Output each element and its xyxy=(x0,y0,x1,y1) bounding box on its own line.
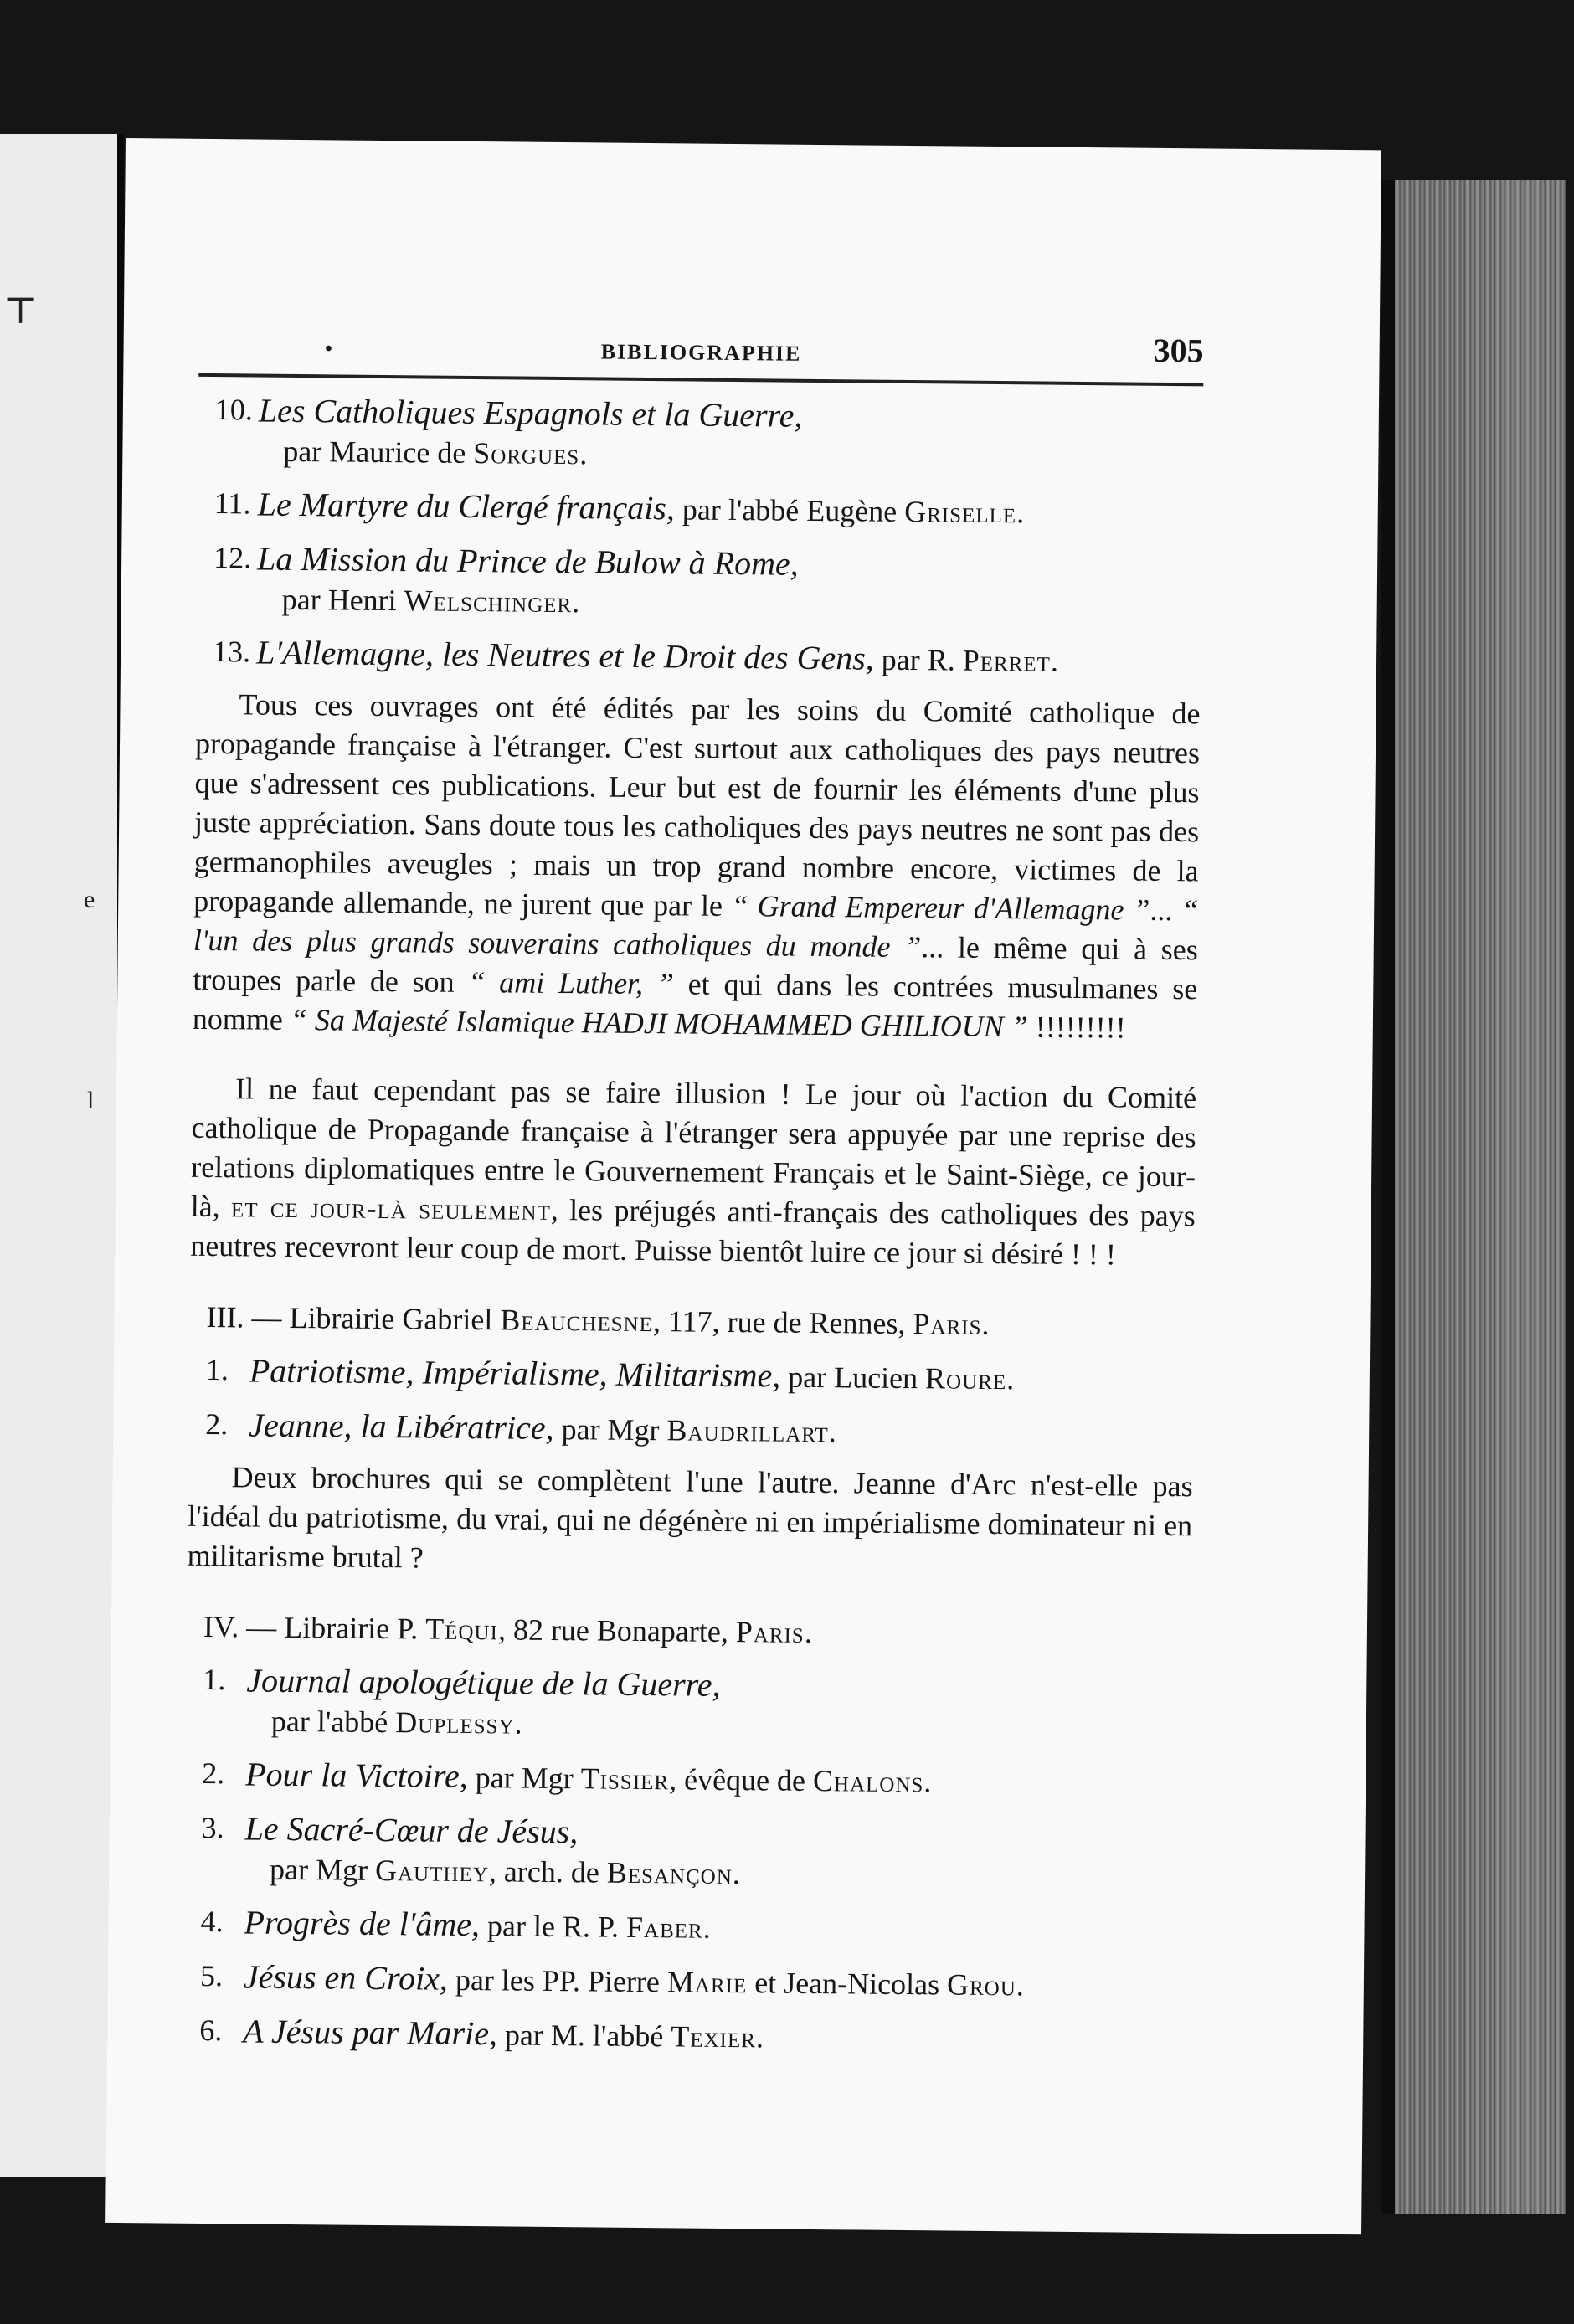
byline-end: . xyxy=(1050,644,1059,678)
item-number: 6. xyxy=(199,2013,223,2048)
byline-prefix: par l'abbé xyxy=(270,1704,388,1740)
head-ornament: • xyxy=(324,336,333,362)
book-title: Le Sacré-Cœur de Jésus, xyxy=(244,1809,579,1851)
book-title: Progrès de l'âme, xyxy=(244,1903,481,1944)
book-title: Les Catholiques Espagnols et la Guerre, xyxy=(258,391,803,434)
facing-page-ornament: ⊤ xyxy=(3,290,39,332)
book-title: Jeanne, la Libératrice, xyxy=(249,1406,554,1447)
heading-end: . xyxy=(804,1615,813,1649)
list-item xyxy=(185,1754,1190,1805)
byline-prefix: par Maurice de xyxy=(283,434,466,470)
byline xyxy=(244,1849,1189,1898)
byline-middle: , évêque de xyxy=(668,1762,806,1797)
text-run: et qui dans les contrées musulmanes se nomme xyxy=(192,967,1198,1036)
author-name: Tissier xyxy=(580,1761,670,1797)
paragraph xyxy=(190,1069,1196,1276)
byline xyxy=(256,580,1201,629)
book-page xyxy=(105,138,1381,2234)
publisher-address: , 117, rue de Rennes, xyxy=(652,1304,906,1341)
byline-prefix: par R. xyxy=(881,642,955,677)
author-name: Griselle xyxy=(904,494,1017,530)
text-run: ... xyxy=(1150,892,1173,928)
author-name: Grou xyxy=(946,1967,1017,2003)
publisher-city: Paris xyxy=(913,1307,982,1341)
author-name: Welschinger xyxy=(404,584,573,620)
byline xyxy=(258,432,1202,481)
list-item xyxy=(188,1405,1193,1456)
item-number: 13. xyxy=(212,635,251,669)
byline-end: . xyxy=(755,2020,764,2054)
publisher-name: Beauchesne xyxy=(500,1303,654,1339)
byline-prefix: par Lucien xyxy=(788,1360,918,1396)
book-title: L'Allemagne, les Neutres et le Droit des Gens, xyxy=(255,633,874,677)
page-number: 305 xyxy=(1153,331,1204,370)
author-name: Roure xyxy=(924,1361,1007,1396)
page-content xyxy=(183,323,1204,2061)
book-title: Patriotisme, Impérialisme, Militarisme, xyxy=(249,1351,781,1395)
byline-end: . xyxy=(923,1765,932,1799)
paragraph: Deux brochures qui se complètent l'une l'autre. Jeanne d'Arc n'est-elle pas l'idéal du patriotisme, du vrai, qui ne dégénère ni en impérialisme dominateur ni en militarisme brutal ? xyxy=(187,1460,1193,1575)
text-run: , les préjugés anti-français des catholiques des pays neutres recevront leur coup de mort. Puisse bientôt luire ce jour si désiré ! ! ! xyxy=(190,1192,1196,1272)
item-number: 4. xyxy=(200,1904,224,1939)
author-name: Besançon xyxy=(606,1855,733,1891)
item-number: 1. xyxy=(205,1352,229,1387)
book-title: Jésus en Croix, xyxy=(243,1957,449,1998)
byline-end: . xyxy=(571,585,580,620)
list-item xyxy=(183,1902,1188,1953)
running-head xyxy=(198,323,1204,387)
item-number: 5. xyxy=(199,1958,224,1993)
publisher-name: Téqui xyxy=(425,1612,499,1647)
byline-end: . xyxy=(1006,1362,1015,1396)
heading-end: . xyxy=(981,1307,990,1341)
list-item xyxy=(189,1350,1194,1401)
facing-page-fragment: e xyxy=(84,886,95,913)
author-name: Marie xyxy=(666,1965,748,2000)
book-title: La Mission du Prince de Bulow à Rome, xyxy=(256,539,799,583)
publisher-address: , 82 rue Bonaparte, xyxy=(497,1612,729,1648)
section-heading xyxy=(189,1298,1194,1347)
item-number: 3. xyxy=(201,1810,224,1845)
section-label: III. — Librairie Gabriel xyxy=(206,1299,493,1337)
byline-end: . xyxy=(579,437,588,471)
text-run: Il ne faut cependant pas se faire illusion ! Le jour où l'action du Comité catholique de Propagande française à l'étranger sera appuyée par une reprise des relations diplomatiques entre le Gouvernement Français et le Saint-Siège, ce jour-là, xyxy=(190,1072,1197,1224)
byline-end: . xyxy=(702,1910,711,1945)
quotation: “ ami Luther, ” xyxy=(468,964,675,1001)
book-title: Journal apologétique de la Guerre, xyxy=(246,1661,721,1704)
byline xyxy=(246,1701,1191,1750)
quotation: “ Sa Majesté Islamique HADJI MOHAMMED GHILIOUN ” xyxy=(290,1002,1028,1044)
item-number: 2. xyxy=(202,1756,225,1791)
item-number: 1. xyxy=(203,1662,226,1697)
quotation: “ Grand Empereur d'Allemagne ” xyxy=(731,888,1150,927)
byline-end: . xyxy=(1016,496,1025,530)
item-number: 2. xyxy=(205,1406,229,1442)
byline-prefix: par Mgr xyxy=(475,1761,574,1796)
section-heading xyxy=(187,1607,1191,1657)
item-number: 10. xyxy=(214,393,254,427)
byline-prefix: par Mgr xyxy=(561,1412,660,1447)
section-label: IV. — Librairie P. xyxy=(203,1609,419,1646)
text-run: !!!!!!!!! xyxy=(1035,1010,1126,1045)
list-item xyxy=(184,1808,1190,1899)
running-head-title: BIBLIOGRAPHIE xyxy=(600,339,802,366)
item-number: 12. xyxy=(213,541,252,575)
byline-end: . xyxy=(732,1857,741,1891)
list-item xyxy=(186,1660,1191,1751)
item-number: 11. xyxy=(213,486,251,521)
byline-middle: et Jean-Nicolas xyxy=(754,1966,940,2002)
emphasis: et ce jour-là seulement xyxy=(230,1190,552,1226)
list-item xyxy=(196,632,1201,683)
list-item xyxy=(183,1956,1188,2008)
byline-prefix: par Henri xyxy=(281,582,397,618)
author-name: Texier xyxy=(671,2019,757,2054)
byline-prefix: par Mgr xyxy=(269,1852,368,1887)
byline-prefix: par M. l'abbé xyxy=(504,2018,664,2054)
book-title: A Jésus par Marie, xyxy=(243,2012,498,2053)
book-title: Le Martyre du Clergé français, xyxy=(257,485,676,527)
byline-prefix: par les PP. Pierre xyxy=(455,1962,661,1999)
list-item xyxy=(198,484,1202,535)
author-name: Faber xyxy=(625,1910,703,1945)
paragraph xyxy=(193,685,1201,1048)
author-name: Baudrillart xyxy=(666,1413,829,1449)
book-title: Pour la Victoire, xyxy=(245,1755,468,1796)
byline-prefix: par le R. P. xyxy=(486,1909,620,1944)
author-name: Perret xyxy=(962,643,1052,678)
byline-end: . xyxy=(514,1706,522,1740)
author-name: Chalons xyxy=(812,1763,924,1799)
byline-end: . xyxy=(828,1415,836,1449)
byline-prefix: par l'abbé Eugène xyxy=(682,492,898,528)
list-item xyxy=(183,2011,1187,2062)
facing-page-edge xyxy=(0,134,124,2177)
byline-end: . xyxy=(1016,1968,1025,2003)
author-name: Duplessy xyxy=(395,1705,515,1740)
text-run: ... le même qui à ses troupes parle de son xyxy=(193,930,1198,999)
list-item xyxy=(198,390,1203,481)
quotation: “ l'un des plus grands souverains catholiques du monde ” xyxy=(193,893,1199,964)
publisher-city: Paris xyxy=(735,1615,805,1649)
author-name: Sorgues xyxy=(473,436,580,471)
list-item xyxy=(196,538,1201,629)
byline-middle: , arch. de xyxy=(488,1854,600,1890)
facing-page-fragment: l xyxy=(87,1087,95,1114)
text-run: Tous ces ouvrages ont été édités par les soins du Comité catholique de propagande française à l'étranger. C'est surtout aux catholiques des pays neutres que s'adressent ces publications. Leur but est de fournir les éléments d'une plus juste appréciation. Sans doute tous les catholiques des pays neutres ne sont pas des germanophiles aveugles ; mais un trop grand nombre encore, victimes de la propagande allemande, ne jurent que par le xyxy=(193,687,1201,923)
page-stack-edge xyxy=(1381,180,1566,2214)
author-name: Gauthey xyxy=(374,1853,490,1889)
